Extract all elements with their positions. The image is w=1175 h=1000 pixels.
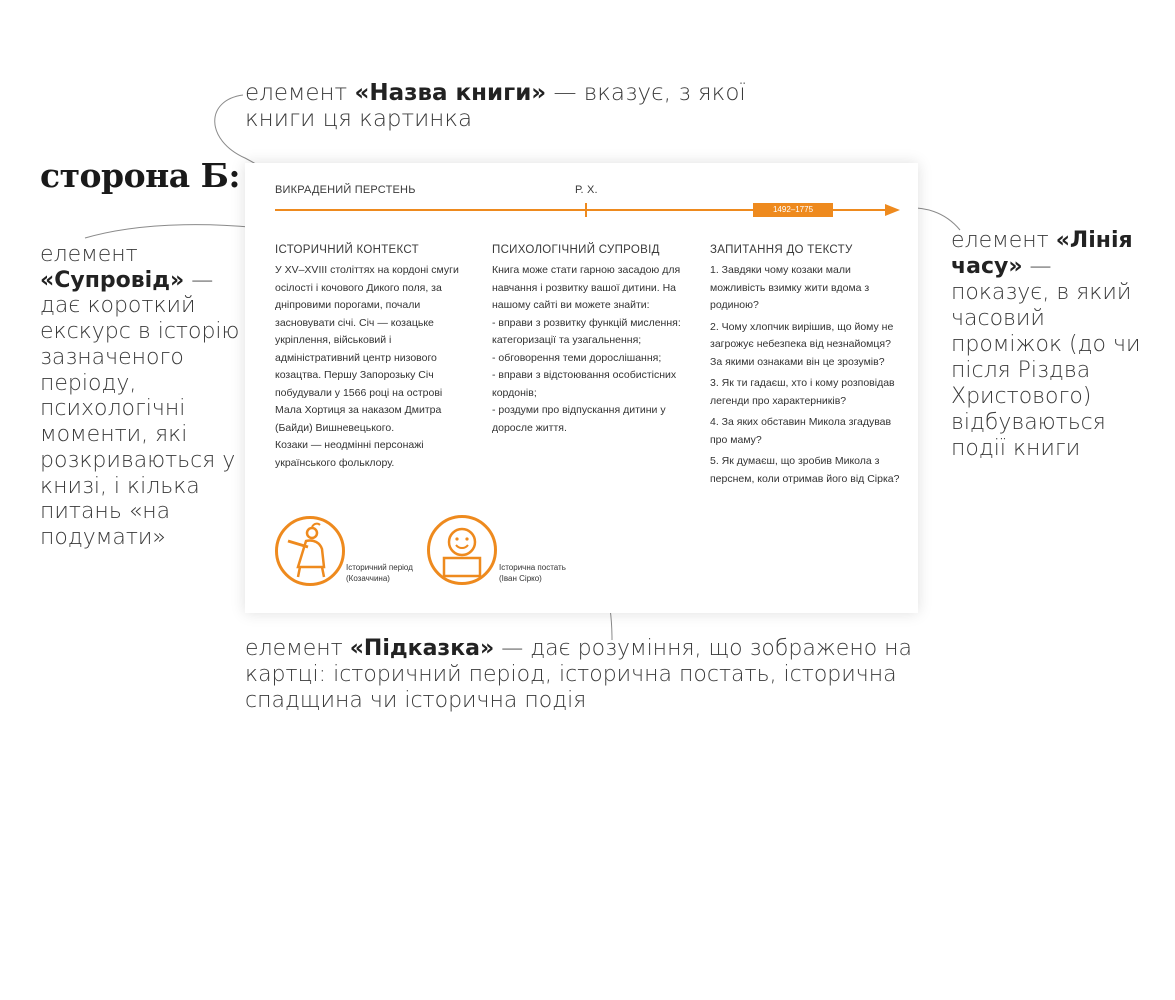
question-item: 3. Як ти гадаєш, хто і кому розповідав легенди про характерників?: [710, 377, 895, 407]
column-text-questions: [710, 244, 900, 492]
book-name: ВИКРАДЕНИЙ ПЕРСТЕНЬ: [275, 184, 416, 196]
annotation-book-title: елемент «Назва книги» — вказує, з якої книги ця картинка: [245, 80, 746, 132]
list-item: - обговорення теми дорослішання;: [492, 351, 662, 364]
annotation-supr: елемент «Супровід» — дає короткий екскурс в історію зазначеного періоду, психологічні моменти, які розкриваються у книзі, і кілька питань «на подумати»: [40, 242, 240, 551]
annotation-timeline: елемент «Лінія часу» — показує, в який часовий проміжок (до чи після Різдва Христового) відбуваються події книги: [951, 228, 1141, 461]
column-heading: ПСИХОЛОГІЧНИЙ СУПРОВІД: [492, 244, 660, 256]
card-side-b: [245, 163, 918, 613]
period-badge: 1492–1775: [753, 203, 833, 217]
annotation-hint: елемент «Підказка» — дає розуміння, що зображено на картці: історичний період, історична постать, історична спадщина чи історична подія: [245, 636, 913, 713]
list-item: - вправи з відстоювання особистісних кордонів;: [492, 369, 677, 399]
person-caption: Історична постать (Іван Сірко): [499, 563, 566, 583]
arrow-right-icon: [885, 204, 900, 216]
smiling-person-icon: [427, 515, 497, 585]
column-text: Книга може стати гарною засадою для навчання і розвитку вашої дитини. На нашому сайті ви можете знайти:: [492, 264, 681, 311]
side-title: сторона Б:: [40, 156, 241, 195]
question-item: 2. Чому хлопчик вирішив, що йому не загрожує небезпека від незнайомця? За якими ознаками він це зрозумів?: [710, 320, 894, 368]
question-item: 4. За яких обставин Микола згадував про маму?: [710, 416, 892, 446]
timeline-tick: [585, 203, 587, 217]
list-item: - роздуми про відпускання дитини у доросле життя.: [492, 404, 666, 434]
cossack-icon: [275, 516, 345, 586]
question-item: 1. Завдяки чому козаки мали можливість взимку жити вдома з родиною?: [710, 264, 870, 311]
column-heading: ЗАПИТАННЯ ДО ТЕКСТУ: [710, 244, 853, 256]
column-text: У XV–XVIII століттях на кордоні смуги осілості і кочового Дикого поля, за дніпровими порогами, почали засновувати січі. Січ — козацьке укріплення, військовий і адміністративний центр низового козацтва. Першу Запорозьку Січ побудували у 1566 році на острові Мала Хортиця за наказом Дмитра (Байди) Вишневецького.: [275, 264, 459, 434]
column-heading: ІСТОРИЧНИЙ КОНТЕКСТ: [275, 244, 419, 256]
rx-label: Р. Х.: [575, 184, 598, 196]
question-item: 5. Як думаєш, що зробив Микола з перснем, коли отримав його від Сірка?: [710, 455, 900, 485]
period-caption: Історичний період (Козаччина): [346, 563, 413, 583]
column-psychological-support: [492, 244, 682, 437]
list-item: - вправи з розвитку функцій мислення: категоризації та узагальнення;: [492, 316, 681, 346]
column-text: Козаки — неодмінні персонажі українського фольклору.: [275, 439, 424, 469]
column-historical-context: [275, 244, 465, 472]
